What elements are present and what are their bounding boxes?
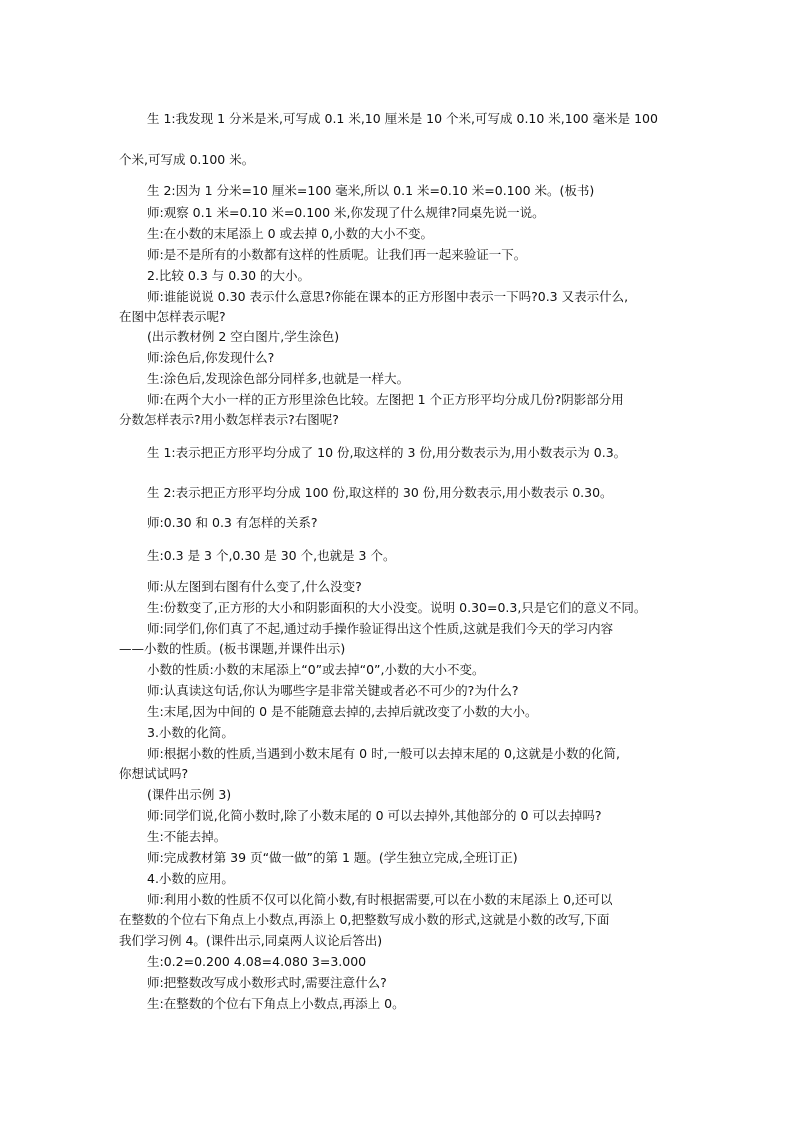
text-line: 师:同学们,你们真了不起,通过动手操作验证得出这个性质,这就是我们今天的学习内容 bbox=[147, 621, 614, 636]
text-line: 师:观察 0.1 米=0.10 米=0.100 米,你发现了什么规律?同桌先说一说。 bbox=[147, 205, 545, 220]
text-line: ——小数的性质。(板书课题,并课件出示) bbox=[119, 641, 346, 656]
text-line: 小数的性质:小数的末尾添上“0”或去掉“0”,小数的大小不变。 bbox=[147, 662, 485, 677]
section-heading: 3.小数的化简。 bbox=[147, 725, 234, 740]
text-line: 生 2:表示把正方形平均分成 100 份,取这样的 30 份,用分数表示,用小数表示 0.30。 bbox=[147, 485, 613, 500]
text-line: 师:利用小数的性质不仅可以化简小数,有时根据需要,可以在小数的末尾添上 0,还可以 bbox=[147, 892, 613, 907]
text-line: 我们学习例 4。(课件出示,同桌两人议论后答出) bbox=[119, 933, 383, 948]
text-line: 师:把整数改写成小数形式时,需要注意什么? bbox=[147, 975, 387, 990]
text-line: 生:不能去掉。 bbox=[147, 829, 227, 844]
text-line: 生:在小数的末尾添上 0 或去掉 0,小数的大小不变。 bbox=[147, 226, 434, 241]
text-line: 生:份数变了,正方形的大小和阴影面积的大小没变。说明 0.30=0.3,只是它们的意义不同。 bbox=[147, 600, 647, 615]
text-line: 师:在两个大小一样的正方形里涂色比较。左图把 1 个正方形平均分成几份?阴影部分用 bbox=[147, 392, 624, 407]
text-line: 师:根据小数的性质,当遇到小数末尾有 0 时,一般可以去掉末尾的 0,这就是小数的化简, bbox=[147, 746, 620, 761]
text-line: 分数怎样表示?用小数怎样表示?右图呢? bbox=[119, 412, 339, 427]
text-line: 生 1:我发现 1 分米是米,可写成 0.1 米,10 厘米是 10 个米,可写成 0.10 米,100 毫米是 100 bbox=[147, 111, 658, 126]
text-line: 师:涂色后,你发现什么? bbox=[147, 350, 275, 365]
text-line: 师:从左图到右图有什么变了,什么没变? bbox=[147, 579, 362, 594]
text-line: 在图中怎样表示呢? bbox=[119, 309, 226, 324]
text-line: 师:同学们说,化简小数时,除了小数末尾的 0 可以去掉外,其他部分的 0 可以去掉吗? bbox=[147, 808, 602, 823]
section-heading: 2.比较 0.3 与 0.30 的大小。 bbox=[147, 268, 311, 283]
text-line: 生:0.2=0.200 4.08=4.080 3=3.000 bbox=[147, 954, 367, 969]
text-line: 生 1:表示把正方形平均分成了 10 份,取这样的 3 份,用分数表示为,用小数表示为 0.3。 bbox=[147, 445, 627, 460]
text-line: 师:完成教材第 39 页“做一做”的第 1 题。(学生独立完成,全班订正) bbox=[147, 850, 518, 865]
text-line: 生:在整数的个位右下角点上小数点,再添上 0。 bbox=[147, 996, 405, 1011]
text-line: 你想试试吗? bbox=[119, 766, 189, 781]
text-line: 师:谁能说说 0.30 表示什么意思?你能在课本的正方形图中表示一下吗?0.3 又表示什么, bbox=[147, 289, 629, 304]
text-line: 在整数的个位右下角点上小数点,再添上 0,把整数写成小数的形式,这就是小数的改写,下面 bbox=[119, 912, 610, 927]
text-line: 生:涂色后,发现涂色部分同样多,也就是一样大。 bbox=[147, 371, 410, 386]
section-heading: 4.小数的应用。 bbox=[147, 871, 234, 886]
text-line: 个米,可写成 0.100 米。 bbox=[119, 152, 255, 167]
text-line: 生:0.3 是 3 个,0.30 是 30 个,也就是 3 个。 bbox=[147, 548, 396, 563]
text-line: 生 2:因为 1 分米=10 厘米=100 毫米,所以 0.1 米=0.10 米=0.100 米。(板书) bbox=[147, 183, 595, 198]
text-line: 生:末尾,因为中间的 0 是不能随意去掉的,去掉后就改变了小数的大小。 bbox=[147, 704, 538, 719]
text-line: 师:0.30 和 0.3 有怎样的关系? bbox=[147, 515, 318, 530]
text-line: 师:是不是所有的小数都有这样的性质呢。让我们再一起来验证一下。 bbox=[147, 247, 527, 262]
text-line: (出示教材例 2 空白图片,学生涂色) bbox=[147, 329, 340, 344]
text-line: 师:认真读这句话,你认为哪些字是非常关键或者必不可少的?为什么? bbox=[147, 683, 519, 698]
text-line: (课件出示例 3) bbox=[147, 787, 232, 802]
